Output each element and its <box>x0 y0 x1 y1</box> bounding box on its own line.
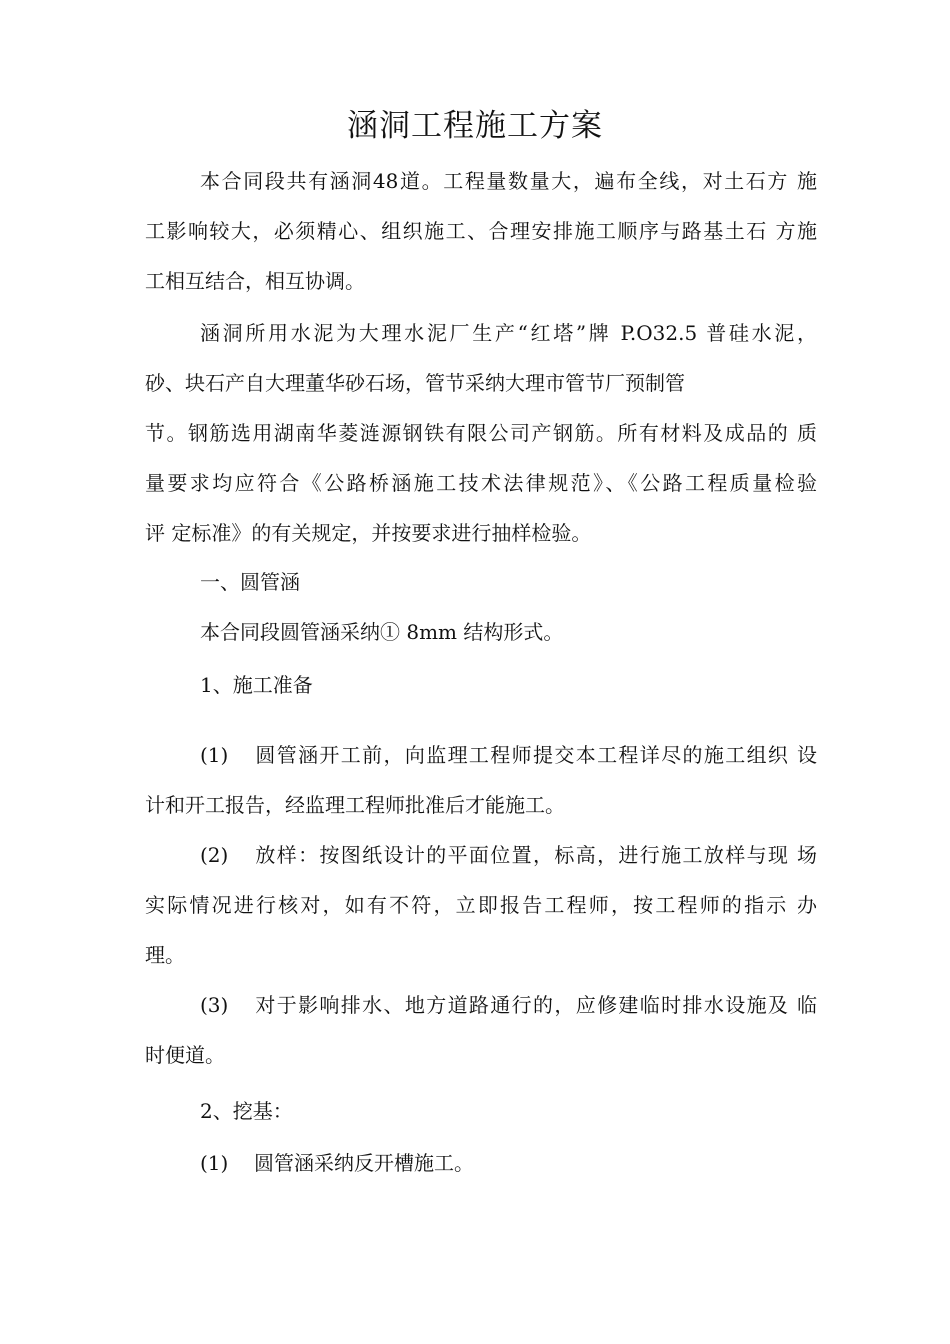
paragraph-line: 砂、块石产自大理董华砂石场，管节采纳大理市管节厂预制管 <box>145 371 685 395</box>
list-item <box>200 740 817 770</box>
list-item <box>200 1148 474 1178</box>
list-item <box>200 840 817 870</box>
list-item-text: 放样：按图纸设计的平面位置，标高，进行施工放样与现 场 <box>254 843 817 867</box>
paragraph-line: 工影响较大，必须精心、组织施工、合理安排施工顺序与路基土石 方施 <box>145 219 817 243</box>
paragraph-line: 本合同段圆管涵采纳① 8mm 结构形式。 <box>200 620 564 644</box>
list-item-text: 圆管涵开工前，向监理工程师提交本工程详尽的施工组织 设 <box>254 743 817 767</box>
document-title: 涵洞工程施工方案 <box>347 108 603 144</box>
item-number: (1) <box>200 1151 229 1175</box>
paragraph-line: 量要求均应符合《公路桥涵施工技术法律规范》、《公路工程质量检验 <box>145 471 817 495</box>
paragraph-line: 涵洞所用水泥为大理水泥厂生产“红塔”牌 P.O32.5 普硅水泥， <box>200 321 817 345</box>
list-item <box>200 990 817 1020</box>
list-item-text: 对于影响排水、地方道路通行的，应修建临时排水设施及 临 <box>254 993 817 1017</box>
paragraph-line: 时便道。 <box>145 1043 225 1067</box>
subsection-heading: 2、挖基： <box>200 1099 293 1123</box>
item-number: (1) <box>200 743 229 767</box>
paragraph-line: 节。钢筋选用湖南华菱涟源钢铁有限公司产钢筋。所有材料及成品的 质 <box>145 421 817 445</box>
paragraph-line: 实际情况进行核对，如有不符，立即报告工程师，按工程师的指示 办 <box>145 893 817 917</box>
section-heading: 一、圆管涵 <box>200 570 300 594</box>
list-item-text: 圆管涵采纳反开槽施工。 <box>254 1151 474 1175</box>
paragraph-line: 本合同段共有涵洞48道。工程量数量大，遍布全线，对土石方 施 <box>200 169 817 193</box>
paragraph-line: 计和开工报告，经监理工程师批准后才能施工。 <box>145 793 565 817</box>
item-number: (2) <box>200 843 229 867</box>
subsection-heading: 1、施工准备 <box>200 673 313 697</box>
paragraph-line: 评 定标准》的有关规定，并按要求进行抽样检验。 <box>145 521 592 545</box>
paragraph-line: 理。 <box>145 943 185 967</box>
item-number: (3) <box>200 993 229 1017</box>
paragraph-line: 工相互结合，相互协调。 <box>145 269 365 293</box>
